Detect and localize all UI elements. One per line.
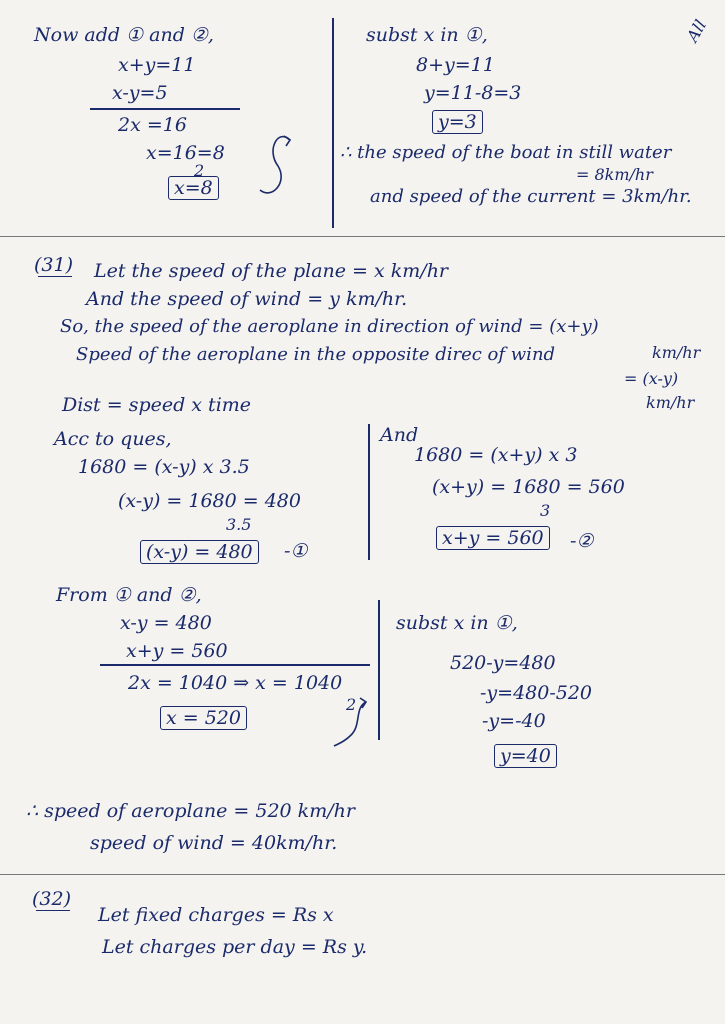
q31-acc: Acc to ques, <box>54 428 172 450</box>
top-divider <box>332 18 334 228</box>
q31-and: And <box>380 424 419 446</box>
tl-sum-rule <box>90 108 240 110</box>
q31-eq-right: 1680 = (x+y) x 3 <box>414 444 578 466</box>
tl-eq1: x+y=11 <box>118 54 196 76</box>
tl-div-denom: 2 <box>194 161 205 180</box>
q31-eq-xpy: (x+y) = 1680 = 560 <box>432 476 625 498</box>
q31-line3: So, the speed of the aeroplane in direction of wind = (x+y) <box>60 316 599 337</box>
eq1-box: (x-y) = 480 <box>140 540 259 564</box>
curved-arrow-icon-2 <box>332 694 372 750</box>
s-intro: subst x in ①, <box>396 612 518 634</box>
concl-wind: speed of wind = 40km/hr. <box>90 832 338 854</box>
q31-line3b: km/hr <box>652 343 701 362</box>
f-eq2: x+y = 560 <box>126 640 228 662</box>
y-answer-box: y=40 <box>494 744 557 768</box>
q31-line4c: km/hr <box>646 393 695 412</box>
q31-line4: Speed of the aeroplane in the opposite direc of wind <box>76 344 556 365</box>
eq2-label: -② <box>570 530 594 552</box>
corner-mark: All <box>682 16 711 45</box>
q31-eq-xy-denom: 3.5 <box>226 515 252 534</box>
s-eq3: -y=-40 <box>482 710 546 732</box>
tr-concl1b: = 8km/hr <box>576 165 653 184</box>
lower-divider <box>378 600 380 740</box>
q31-line4b: = (x-y) <box>624 369 679 388</box>
tr-eq1: 8+y=11 <box>416 54 495 76</box>
q31-eq-xy: (x-y) = 1680 = 480 <box>118 490 301 512</box>
x-answer-box: x = 520 <box>160 706 247 730</box>
s-eq2: -y=480-520 <box>480 682 593 704</box>
q31-line1: Let the speed of the plane = x km/hr <box>94 260 449 282</box>
q31-eq-left: 1680 = (x-y) x 3.5 <box>78 456 250 478</box>
q31-eq-xpy-denom: 3 <box>540 501 551 520</box>
f-eq1: x-y = 480 <box>120 612 212 634</box>
page-line-2 <box>0 874 725 875</box>
q32-number: (32) <box>32 888 72 910</box>
tr-intro: subst x in ①, <box>366 24 488 46</box>
tr-concl1: ∴ the speed of the boat in still water <box>340 142 672 163</box>
f-sum-denom: 2 <box>346 695 357 714</box>
q31-line2: And the speed of wind = y km/hr. <box>86 288 408 310</box>
f-sum: 2x = 1040 ⇒ x = 1040 <box>128 672 343 694</box>
q32-line1: Let fixed charges = Rs x <box>98 904 334 926</box>
tr-concl2: and speed of the current = 3km/hr. <box>370 186 692 207</box>
q31-number: (31) <box>34 254 74 276</box>
q31-underline <box>38 276 72 277</box>
q32-underline <box>36 910 70 911</box>
eq2-box: x+y = 560 <box>436 526 550 550</box>
s-eq1: 520-y=480 <box>450 652 556 674</box>
q31-formula: Dist = speed x time <box>62 394 252 416</box>
concl-plane: ∴ speed of aeroplane = 520 km/hr <box>26 800 355 822</box>
page-line <box>0 236 725 237</box>
mid-divider <box>368 424 370 560</box>
q32-line2: Let charges per day = Rs y. <box>102 936 368 958</box>
tr-answer-box: y=3 <box>432 110 483 134</box>
tl-answer-box: x=8 <box>168 176 219 200</box>
tr-eq2: y=11-8=3 <box>424 82 522 104</box>
curved-arrow-icon <box>256 130 296 200</box>
from-line: From ① and ②, <box>56 584 202 606</box>
tl-eq2: x-y=5 <box>112 82 168 104</box>
tl-div: x=16=8 <box>146 142 225 164</box>
add-intro: Now add ① and ②, <box>34 24 214 46</box>
tl-sum: 2x =16 <box>118 114 187 136</box>
eq1-label: -① <box>284 540 308 562</box>
f-sum-rule <box>100 664 370 666</box>
